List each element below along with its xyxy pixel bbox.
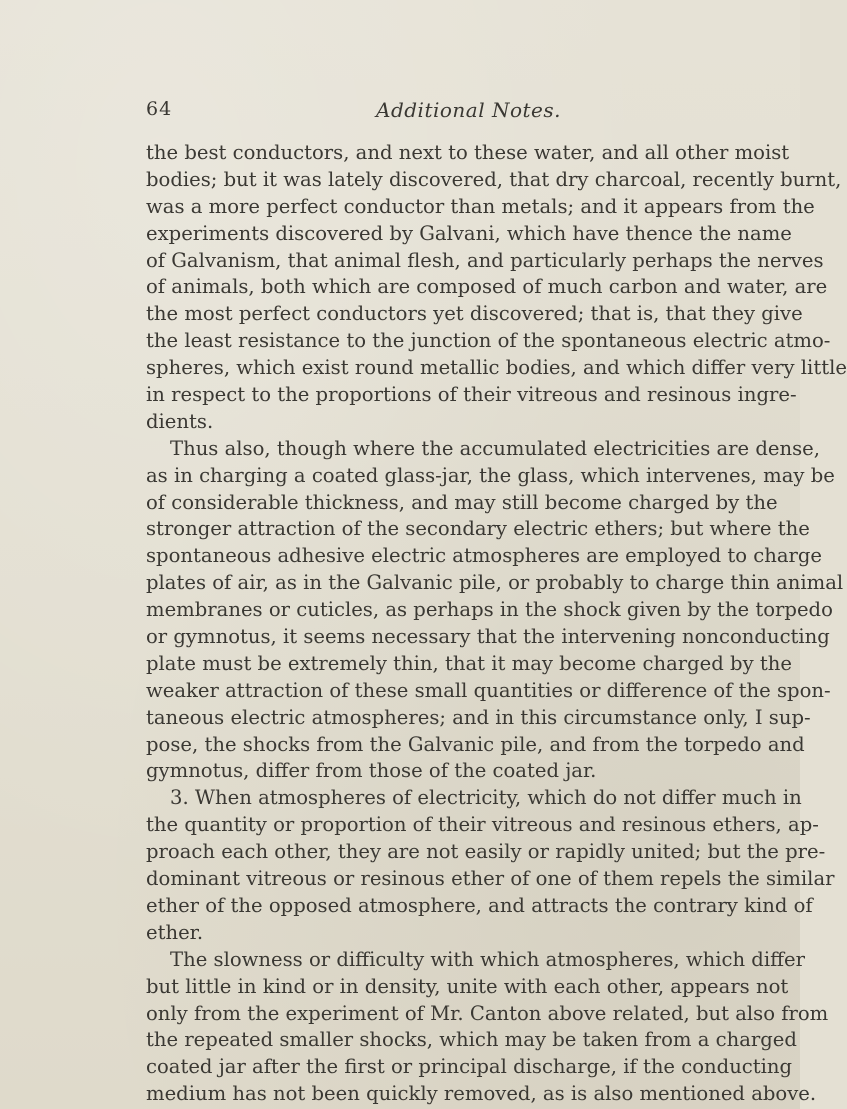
text-line: of considerable thickness, and may still become charged by the xyxy=(146,490,778,514)
text-line: weaker attraction of these small quantities or difference of the spon- xyxy=(146,678,831,702)
page-header xyxy=(146,98,736,126)
running-title: Additional Notes. xyxy=(376,98,562,122)
text-line: dominant vitreous or resinous ether of one of them repels the similar xyxy=(146,867,835,891)
text-line: stronger attraction of the secondary electric ethers; but where the xyxy=(146,517,810,541)
text-line: membranes or cuticles, as perhaps in the shock given by the torpedo xyxy=(146,598,833,622)
text-line: bodies; but it was lately discovered, that dry charcoal, recently burnt, xyxy=(146,167,842,191)
text-line: in respect to the proportions of their vitreous and resinous ingre- xyxy=(146,383,797,407)
text-line: was a more perfect conductor than metals; and it appears from the xyxy=(146,194,815,218)
text-line: gymnotus, differ from those of the coated jar. xyxy=(146,759,597,783)
text-line: the repeated smaller shocks, which may be taken from a charged xyxy=(146,1028,797,1052)
page-number: 64 xyxy=(146,98,173,120)
text-line: pose, the shocks from the Galvanic pile, and from the torpedo and xyxy=(146,732,805,756)
text-line: as in charging a coated glass-jar, the glass, which intervenes, may be xyxy=(146,463,835,487)
text-line: spheres, which exist round metallic bodies, and which differ very little xyxy=(146,356,847,380)
text-line: only from the experiment of Mr. Canton above related, but also from xyxy=(146,1001,829,1025)
text-line: the most perfect conductors yet discovered; that is, that they give xyxy=(146,302,803,326)
text-line: plates of air, as in the Galvanic pile, or probably to charge thin animal xyxy=(146,571,844,595)
text-line: the quantity or proportion of their vitreous and resinous ethers, ap- xyxy=(146,813,819,837)
text-line: ether. xyxy=(146,920,204,944)
text-line: plate must be extremely thin, that it may become charged by the xyxy=(146,651,792,675)
body-text xyxy=(146,140,847,1108)
text-line: but little in kind or in density, unite with each other, appears not xyxy=(146,974,789,998)
text-line: experiments discovered by Galvani, which have thence the name xyxy=(146,221,792,245)
text-line: spontaneous adhesive electric atmospheres are employed to charge xyxy=(146,544,823,568)
text-line: or gymnotus, it seems necessary that the intervening nonconducting xyxy=(146,625,830,649)
text-line: medium has not been quickly removed, as is also mentioned above. xyxy=(146,1082,817,1106)
text-line: 3. When atmospheres of electricity, which do not differ much in xyxy=(170,786,802,810)
text-line: proach each other, they are not easily or rapidly united; but the pre- xyxy=(146,840,826,864)
text-line: taneous electric atmospheres; and in this circumstance only, I sup- xyxy=(146,705,811,729)
text-line: coated jar after the first or principal discharge, if the conducting xyxy=(146,1055,793,1079)
text-line: The slowness or difficulty with which atmospheres, which differ xyxy=(170,947,805,971)
text-line: of Galvanism, that animal flesh, and particularly perhaps the nerves xyxy=(146,248,824,272)
text-line: dients. xyxy=(146,409,214,433)
text-line: Thus also, though where the accumulated electricities are dense, xyxy=(170,436,820,460)
text-line: the best conductors, and next to these water, and all other moist xyxy=(146,141,790,164)
text-line: of animals, both which are composed of much carbon and water, are xyxy=(146,275,828,299)
text-line: the least resistance to the junction of the spontaneous electric atmo- xyxy=(146,329,831,353)
text-line: ether of the opposed atmosphere, and attracts the contrary kind of xyxy=(146,893,813,917)
